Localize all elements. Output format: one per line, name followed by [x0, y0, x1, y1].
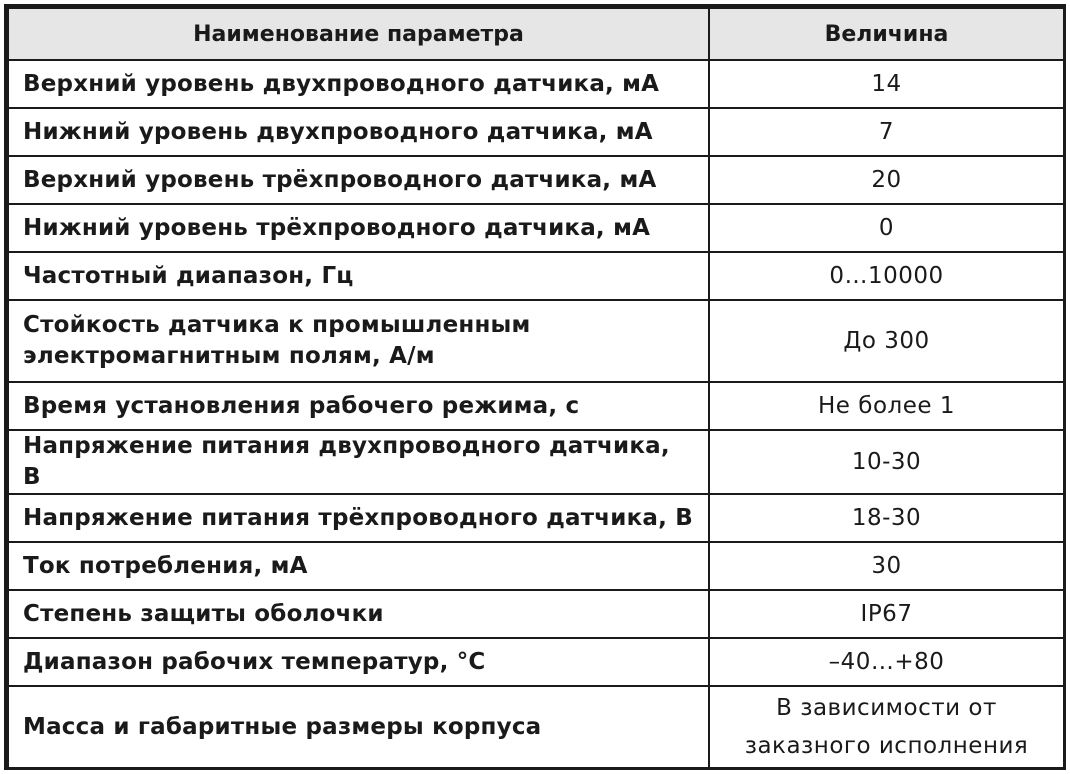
- param-value: 14: [709, 60, 1064, 108]
- table-row: [8, 382, 1064, 430]
- param-name: Диапазон рабочих температур, °С: [8, 638, 709, 686]
- table-row: [8, 108, 1064, 156]
- param-value: Не более 1: [709, 382, 1064, 430]
- table-row: [8, 686, 1064, 768]
- table-row: [8, 204, 1064, 252]
- table-row: [8, 430, 1064, 494]
- param-name: Стойкость датчика к промышленным электромагнитным полям, А/м: [8, 300, 709, 382]
- param-value: 0: [709, 204, 1064, 252]
- param-value: 0…10000: [709, 252, 1064, 300]
- header-parameter: Наименование параметра: [8, 8, 709, 60]
- param-value: IP67: [709, 590, 1064, 638]
- param-value: 30: [709, 542, 1064, 590]
- table-row: [8, 300, 1064, 382]
- param-value: В зависимости от заказного исполнения: [709, 686, 1064, 768]
- table-row: [8, 60, 1064, 108]
- param-value: 18-30: [709, 494, 1064, 542]
- table-header-row: [8, 8, 1064, 60]
- param-value: 20: [709, 156, 1064, 204]
- param-value: 7: [709, 108, 1064, 156]
- param-value: До 300: [709, 300, 1064, 382]
- param-name: Верхний уровень двухпроводного датчика, мА: [8, 60, 709, 108]
- table-row: [8, 494, 1064, 542]
- param-name: Время установления рабочего режима, с: [8, 382, 709, 430]
- param-value: 10-30: [709, 430, 1064, 494]
- param-name: Напряжение питания двухпроводного датчика, В: [8, 430, 709, 494]
- table-row: [8, 638, 1064, 686]
- param-name: Нижний уровень двухпроводного датчика, мА: [8, 108, 709, 156]
- param-name: Нижний уровень трёхпроводного датчика, мА: [8, 204, 709, 252]
- param-name: Масса и габаритные размеры корпуса: [8, 686, 709, 768]
- table-row: [8, 252, 1064, 300]
- param-name: Частотный диапазон, Гц: [8, 252, 709, 300]
- table-row: [8, 156, 1064, 204]
- spec-table: [7, 7, 1065, 769]
- param-name: Верхний уровень трёхпроводного датчика, мА: [8, 156, 709, 204]
- header-value: Величина: [709, 8, 1064, 60]
- param-name: Степень защиты оболочки: [8, 590, 709, 638]
- table-row: [8, 542, 1064, 590]
- table-row: [8, 590, 1064, 638]
- spec-table-frame: [4, 4, 1066, 770]
- param-name: Ток потребления, мА: [8, 542, 709, 590]
- param-name: Напряжение питания трёхпроводного датчика, В: [8, 494, 709, 542]
- param-value: –40…+80: [709, 638, 1064, 686]
